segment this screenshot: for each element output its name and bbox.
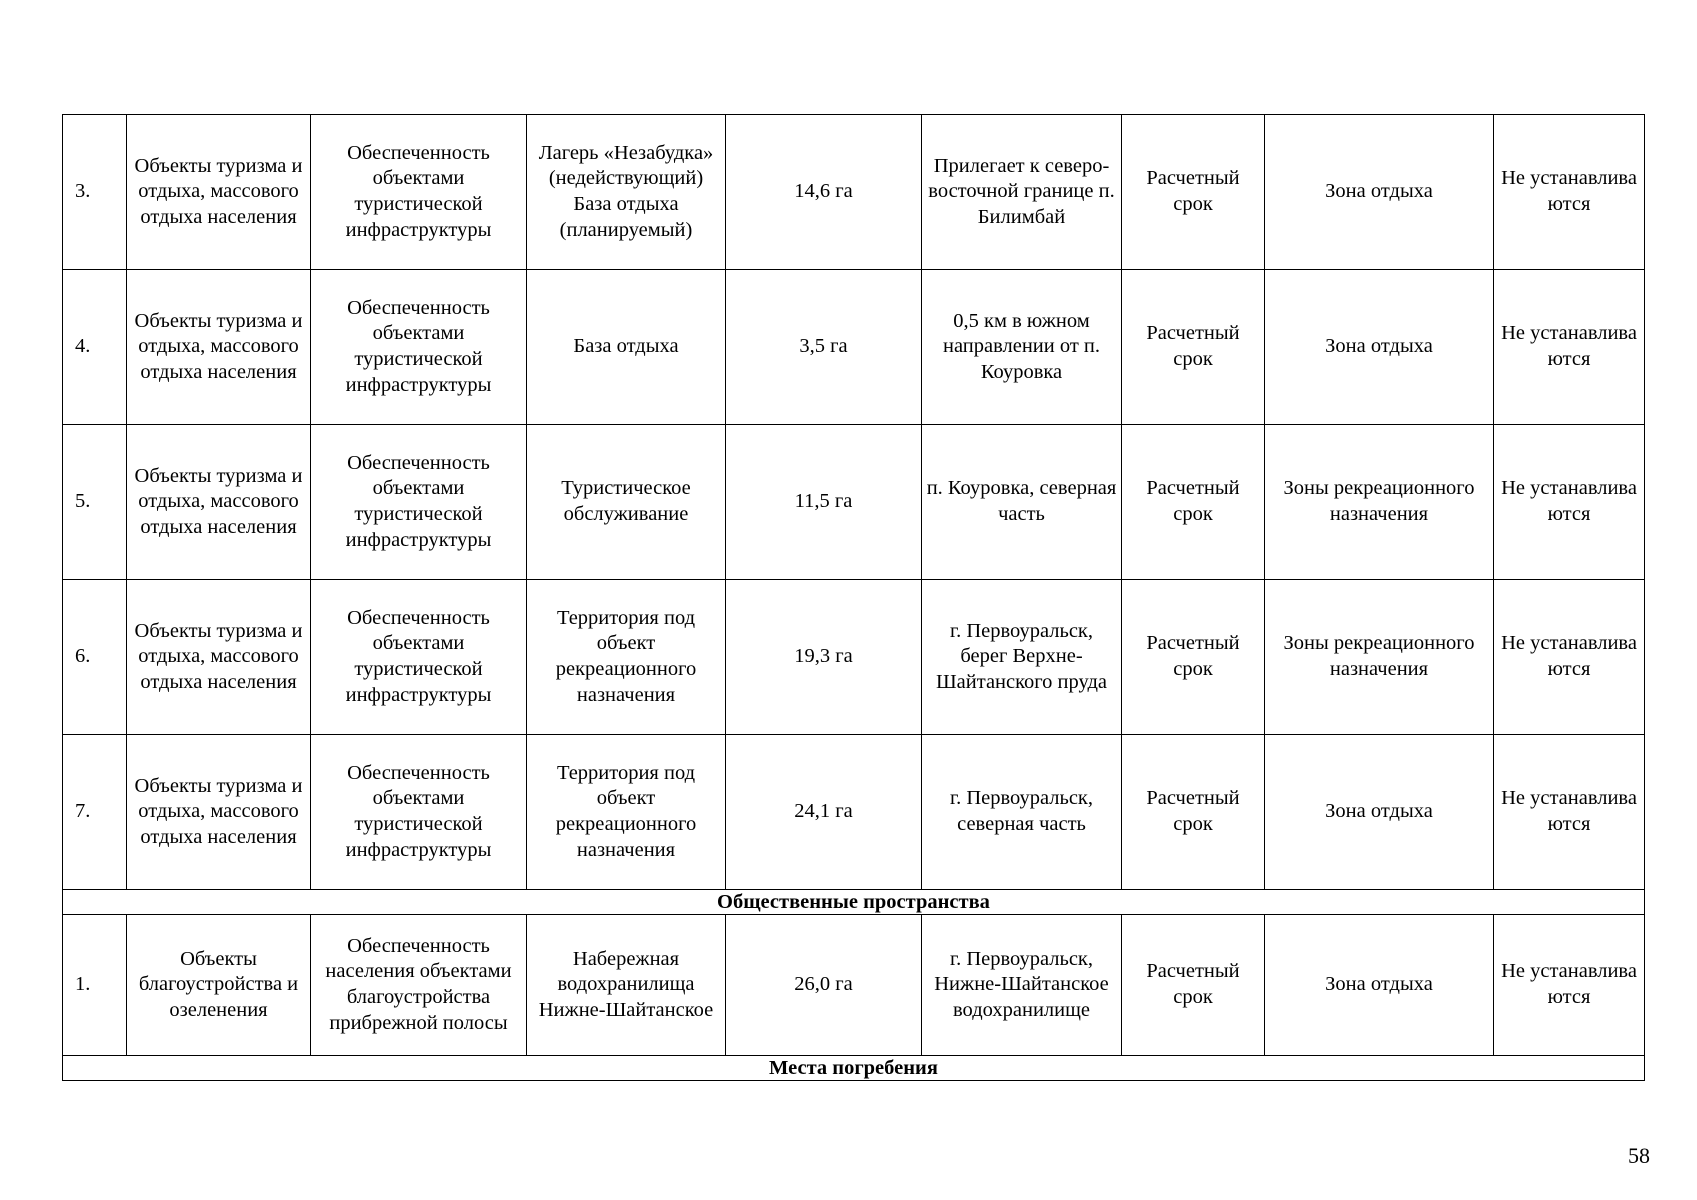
object-name: Набережная водохранилища Нижне-Шайтанское (527, 915, 726, 1056)
table-row (63, 735, 1645, 890)
object-location: г. Первоуральск, Нижне-Шайтанское водохранилище (922, 915, 1122, 1056)
indicator: Обеспеченность объектами туристической инфраструктуры (311, 115, 527, 270)
object-category: Объекты туризма и отдыха, массового отдыха населения (127, 425, 311, 580)
object-name: Территория под объект рекреационного назначения (527, 580, 726, 735)
table-body (63, 115, 1645, 1081)
object-location: Прилегает к северо-восточной границе п. Билимбай (922, 115, 1122, 270)
table-row (63, 915, 1645, 1056)
object-area: 24,1 га (726, 735, 922, 890)
object-category: Объекты благоустройства и озеленения (127, 915, 311, 1056)
implementation-term: Расчетный срок (1122, 425, 1265, 580)
functional-zone: Зоны рекреационного назначения (1265, 580, 1494, 735)
object-name: Лагерь «Незабудка» (недействующий) База отдыха (планируемый) (527, 115, 726, 270)
table-row (63, 270, 1645, 425)
row-number: 4. (63, 270, 127, 425)
table-row (63, 580, 1645, 735)
object-location: г. Первоуральск, северная часть (922, 735, 1122, 890)
object-category: Объекты туризма и отдыха, массового отдыха населения (127, 580, 311, 735)
indicator: Обеспеченность населения объектами благоустройства прибрежной полосы (311, 915, 527, 1056)
section-title-public-spaces: Общественные пространства (63, 890, 1645, 915)
planning-objects-table (62, 114, 1645, 1081)
indicator: Обеспеченность объектами туристической инфраструктуры (311, 735, 527, 890)
page-number: 58 (1628, 1143, 1650, 1168)
section-header-row (63, 890, 1645, 915)
section-title-burial-places: Места погребения (63, 1056, 1645, 1081)
implementation-term: Расчетный срок (1122, 580, 1265, 735)
indicator: Обеспеченность объектами туристической инфраструктуры (311, 425, 527, 580)
object-name: Территория под объект рекреационного назначения (527, 735, 726, 890)
protection-zone: Не устанавлива ются (1494, 115, 1645, 270)
functional-zone: Зона отдыха (1265, 915, 1494, 1056)
functional-zone: Зона отдыха (1265, 115, 1494, 270)
row-number: 7. (63, 735, 127, 890)
object-area: 3,5 га (726, 270, 922, 425)
functional-zone: Зоны рекреационного назначения (1265, 425, 1494, 580)
implementation-term: Расчетный срок (1122, 915, 1265, 1056)
protection-zone: Не устанавлива ются (1494, 735, 1645, 890)
implementation-term: Расчетный срок (1122, 115, 1265, 270)
object-location: 0,5 км в южном направлении от п. Коуровка (922, 270, 1122, 425)
protection-zone: Не устанавлива ются (1494, 915, 1645, 1056)
object-name: База отдыха (527, 270, 726, 425)
row-number: 1. (63, 915, 127, 1056)
object-category: Объекты туризма и отдыха, массового отдыха населения (127, 735, 311, 890)
implementation-term: Расчетный срок (1122, 735, 1265, 890)
protection-zone: Не устанавлива ются (1494, 270, 1645, 425)
functional-zone: Зона отдыха (1265, 270, 1494, 425)
functional-zone: Зона отдыха (1265, 735, 1494, 890)
table-row (63, 425, 1645, 580)
protection-zone: Не устанавлива ются (1494, 580, 1645, 735)
protection-zone: Не устанавлива ются (1494, 425, 1645, 580)
implementation-term: Расчетный срок (1122, 270, 1265, 425)
section-header-row (63, 1056, 1645, 1081)
row-number: 5. (63, 425, 127, 580)
indicator: Обеспеченность объектами туристической инфраструктуры (311, 270, 527, 425)
object-area: 14,6 га (726, 115, 922, 270)
row-number: 3. (63, 115, 127, 270)
object-category: Объекты туризма и отдыха, массового отдыха населения (127, 270, 311, 425)
indicator: Обеспеченность объектами туристической инфраструктуры (311, 580, 527, 735)
object-location: г. Первоуральск, берег Верхне-Шайтанского пруда (922, 580, 1122, 735)
object-area: 19,3 га (726, 580, 922, 735)
row-number: 6. (63, 580, 127, 735)
table-row (63, 115, 1645, 270)
object-category: Объекты туризма и отдыха, массового отдыха населения (127, 115, 311, 270)
object-location: п. Коуровка, северная часть (922, 425, 1122, 580)
object-area: 26,0 га (726, 915, 922, 1056)
object-area: 11,5 га (726, 425, 922, 580)
object-name: Туристическое обслуживание (527, 425, 726, 580)
